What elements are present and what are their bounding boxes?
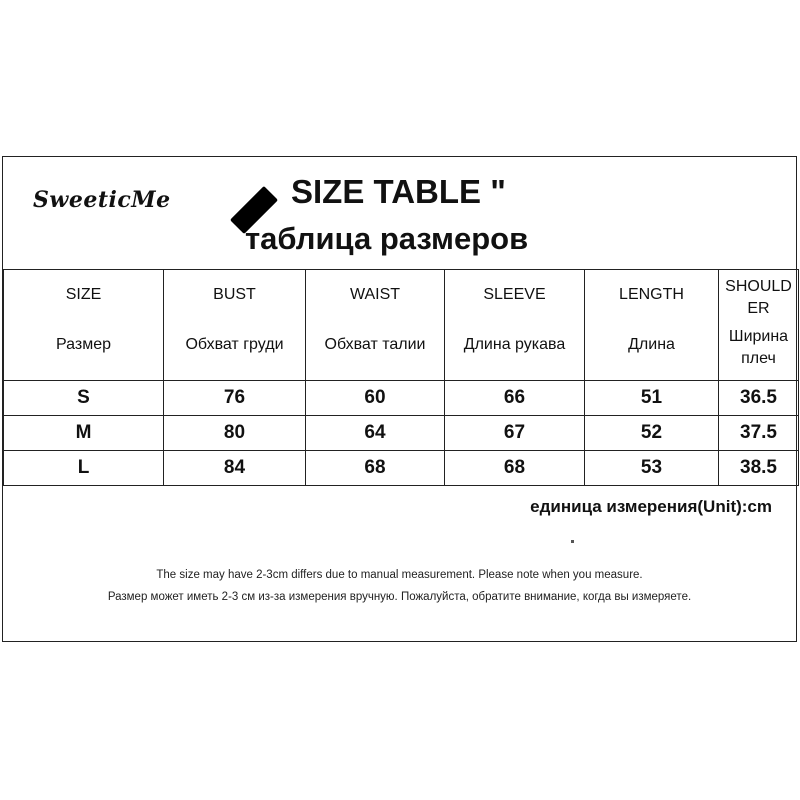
table-row: [4, 416, 799, 451]
column-header-shoulder: [719, 270, 799, 381]
column-header-sleeve: [445, 270, 585, 381]
table-cell: 52: [585, 416, 719, 451]
column-label-en: LENGTH: [619, 286, 684, 303]
table-row: [4, 381, 799, 416]
table-cell: 67: [445, 416, 585, 451]
table-cell: S: [4, 381, 164, 416]
table-cell: L: [4, 451, 164, 486]
table-cell: 37.5: [719, 416, 799, 451]
dot-mark: [571, 540, 574, 543]
table-cell: 53: [585, 451, 719, 486]
column-header-size: [4, 270, 164, 381]
note-english: The size may have 2-3cm differs due to manual measurement. Please note when you measure.: [156, 569, 643, 581]
table-cell: 84: [164, 451, 306, 486]
table-cell: 68: [445, 451, 585, 486]
table-cell: 76: [164, 381, 306, 416]
column-header-waist: [306, 270, 445, 381]
column-header-bust: [164, 270, 306, 381]
table-cell: M: [4, 416, 164, 451]
column-label-ru: Длина рукава: [463, 336, 566, 353]
title-russian: таблица размеров: [245, 221, 529, 256]
table-cell: 80: [164, 416, 306, 451]
table-cell: 68: [306, 451, 445, 486]
column-header-length: [585, 270, 719, 381]
column-label-ru: Ширина плеч: [728, 328, 789, 367]
table-cell: 64: [306, 416, 445, 451]
table-row: [4, 451, 799, 486]
table-cell: 36.5: [719, 381, 799, 416]
column-label-ru: Длина: [628, 336, 675, 353]
table-cell: 38.5: [719, 451, 799, 486]
size-table: [3, 269, 799, 486]
table-header-row: [4, 270, 799, 381]
brand-logo: SweeticMe: [33, 187, 171, 213]
title-english: SIZE TABLE ": [291, 173, 506, 210]
unit-label: единица измерения(Unit):cm: [530, 497, 772, 516]
column-label-en: BUST: [213, 286, 256, 303]
note-russian: Размер может иметь 2-3 см из-за измерения вручную. Пожалуйста, обратите внимание, когда вы измеряете.: [107, 591, 692, 603]
table-cell: 60: [306, 381, 445, 416]
column-label-en: SHOULD ER: [725, 278, 792, 317]
column-label-ru: Обхват груди: [185, 336, 284, 353]
column-label-en: WAIST: [349, 286, 401, 303]
column-label-ru: Обхват талии: [324, 336, 426, 353]
table-cell: 51: [585, 381, 719, 416]
chart-header: [3, 157, 796, 269]
column-label-ru: Размер: [56, 336, 111, 353]
table-cell: 66: [445, 381, 585, 416]
column-label-en: SIZE: [65, 286, 102, 303]
column-label-en: SLEEVE: [483, 286, 546, 303]
size-chart: [2, 156, 797, 642]
